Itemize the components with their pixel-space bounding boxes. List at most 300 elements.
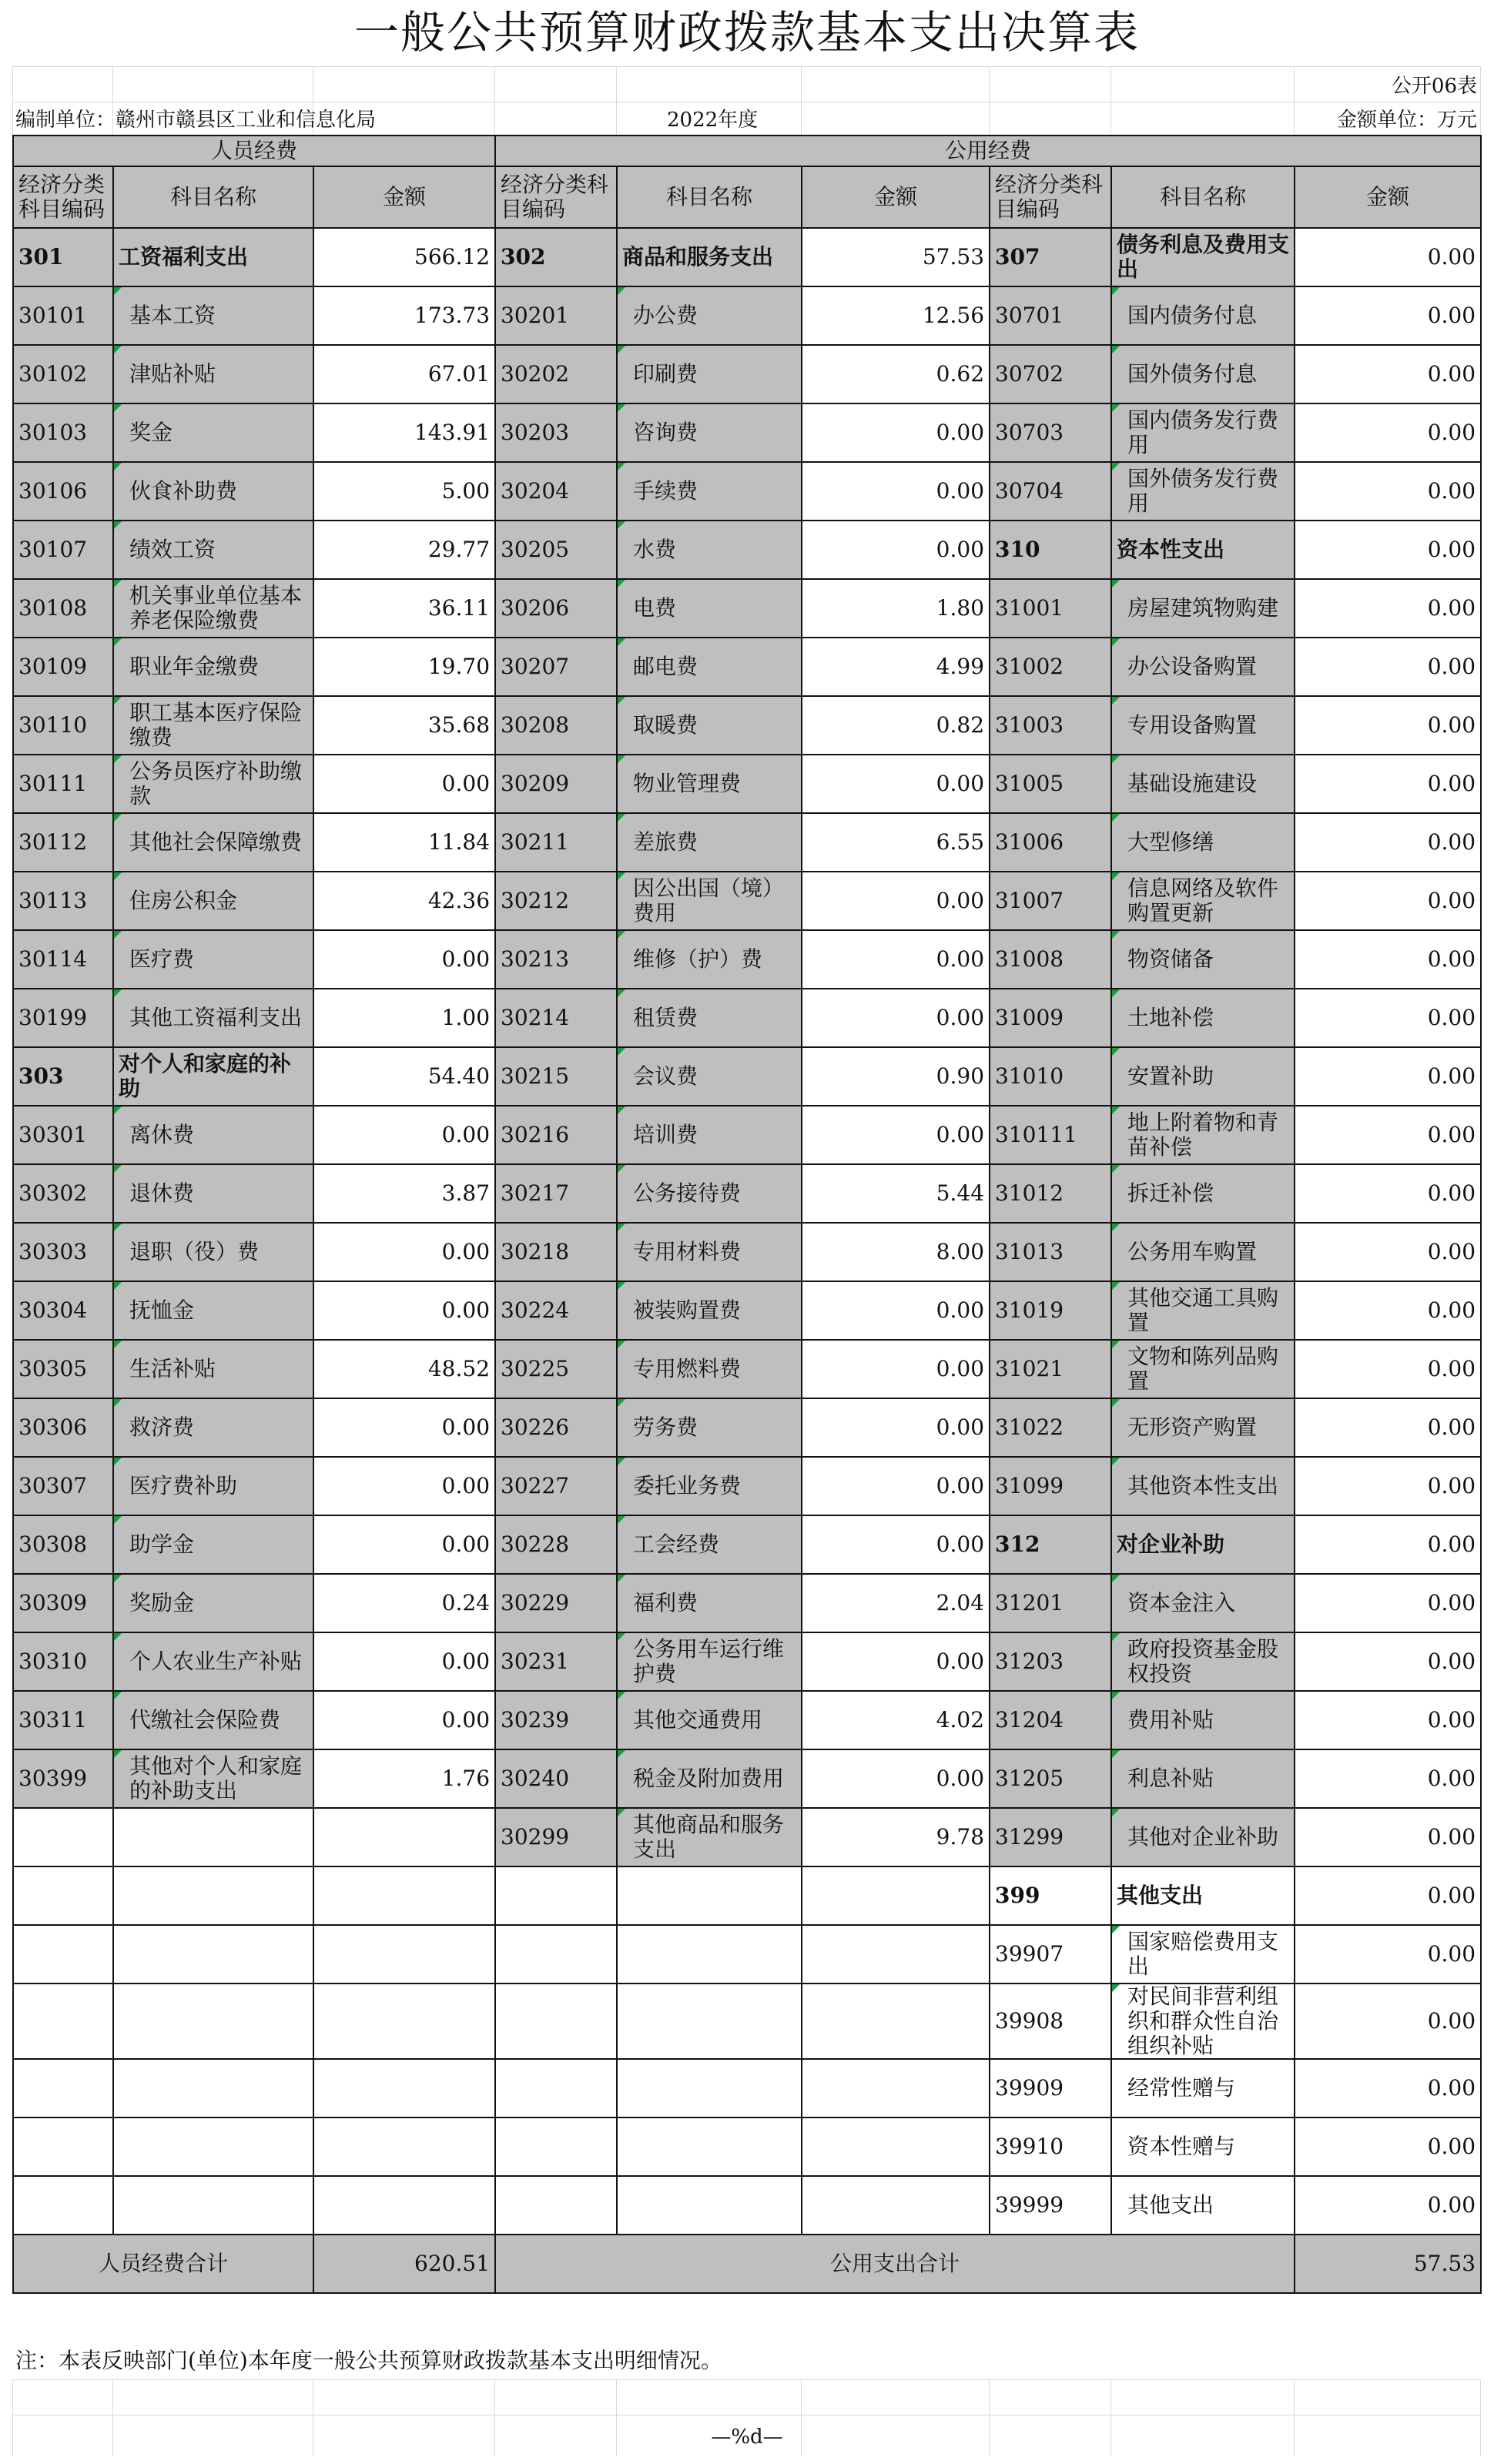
item-name-cell: 其他资本性支出 [1111,1457,1295,1515]
item-name-cell [113,1984,313,2059]
item-name-cell: 因公出国（境）费用 [617,872,802,930]
item-name-cell: 其他交通工具购置 [1111,1281,1295,1340]
gridline [616,66,617,136]
table-row [13,638,1481,696]
amount-cell: 2.04 [802,1574,990,1632]
economic-code-cell: 312 [990,1515,1111,1574]
item-name-cell [113,2118,313,2176]
table-row [13,2118,1481,2176]
item-name-cell: 离休费 [113,1106,313,1164]
economic-code-cell [13,1984,113,2059]
item-name-cell: 土地补偿 [1111,989,1295,1047]
item-name-cell: 国内债务付息 [1111,286,1295,345]
table-row [13,930,1481,989]
economic-code-cell: 30303 [13,1223,113,1281]
economic-code-cell: 30110 [13,696,113,755]
table-row [13,1457,1481,1515]
economic-code-cell: 31019 [990,1281,1111,1340]
economic-code-cell: 31021 [990,1340,1111,1398]
amount-cell: 0.00 [1295,1340,1481,1398]
amount-cell: 0.00 [802,521,990,579]
gridline [12,2379,1480,2380]
amount-cell: 0.00 [802,1398,990,1457]
item-name-cell: 对个人和家庭的补助 [113,1047,313,1106]
amount-cell: 36.11 [313,579,495,638]
economic-code-cell: 30216 [495,1106,617,1164]
amount-cell: 0.00 [1295,755,1481,813]
item-name-cell: 委托业务费 [617,1457,802,1515]
economic-code-cell: 30310 [13,1632,113,1691]
economic-code-cell: 302 [495,228,617,286]
economic-code-cell: 31001 [990,579,1111,638]
amount-cell: 0.00 [802,1106,990,1164]
economic-code-cell [495,1925,617,1984]
economic-code-cell: 30307 [13,1457,113,1515]
amount-cell: 0.62 [802,345,990,403]
amount-cell: 0.00 [1295,1398,1481,1457]
amount-cell: 0.00 [1295,1866,1481,1925]
amount-cell: 1.80 [802,579,990,638]
table-row [13,696,1481,755]
economic-code-cell: 30231 [495,1632,617,1691]
table-row [13,1984,1481,2059]
amount-cell [313,1925,495,1984]
amount-cell: 9.78 [802,1808,990,1866]
amount-cell: 0.00 [313,1515,495,1574]
amount-cell: 0.00 [1295,462,1481,521]
amount-cell: 0.00 [1295,989,1481,1047]
item-name-cell: 个人农业生产补贴 [113,1632,313,1691]
economic-code-cell: 31203 [990,1632,1111,1691]
item-name-cell: 物资储备 [1111,930,1295,989]
item-name-cell: 工资福利支出 [113,228,313,286]
item-name-cell: 租赁费 [617,989,802,1047]
economic-code-cell: 30299 [495,1808,617,1866]
table-row [13,1574,1481,1632]
amount-cell: 0.00 [802,755,990,813]
amount-cell: 0.00 [1295,1457,1481,1515]
amount-cell: 35.68 [313,696,495,755]
amount-cell: 0.00 [1295,2059,1481,2118]
group-personnel: 人员经费 [13,136,495,166]
table-row [13,872,1481,930]
economic-code-cell: 30205 [495,521,617,579]
amount-cell: 4.99 [802,638,990,696]
item-name-cell: 生活补贴 [113,1340,313,1398]
item-name-cell: 福利费 [617,1574,802,1632]
amount-cell: 0.00 [1295,1691,1481,1749]
amount-cell: 0.00 [1295,579,1481,638]
economic-code-cell: 31003 [990,696,1111,755]
amount-cell: 0.00 [1295,930,1481,989]
item-name-cell: 对民间非营利组织和群众性自治组织补贴 [1111,1984,1295,2059]
amount-cell [313,2118,495,2176]
item-name-cell: 国家赔偿费用支出 [1111,1925,1295,1984]
table-row [13,1340,1481,1398]
amount-cell: 0.00 [313,1223,495,1281]
table-row [13,1398,1481,1457]
table-row [13,345,1481,403]
item-name-cell: 抚恤金 [113,1281,313,1340]
item-name-cell: 资本性支出 [1111,521,1295,579]
economic-code-cell: 30301 [13,1106,113,1164]
amount-cell: 0.00 [1295,1223,1481,1281]
amount-cell: 0.82 [802,696,990,755]
amount-cell [313,2176,495,2235]
item-name-cell: 安置补助 [1111,1047,1295,1106]
economic-code-cell: 39910 [990,2118,1111,2176]
amount-cell: 0.00 [313,1398,495,1457]
economic-code-cell: 30239 [495,1691,617,1749]
col-header-amount: 金额 [802,166,990,228]
economic-code-cell [495,1866,617,1925]
amount-cell: 0.00 [802,1515,990,1574]
economic-code-cell [495,2176,617,2235]
table-row [13,2176,1481,2235]
gridline [1480,66,1481,136]
amount-cell: 0.00 [802,1457,990,1515]
item-name-cell: 其他对个人和家庭的补助支出 [113,1749,313,1808]
table-row [13,2059,1481,2118]
item-name-cell: 劳务费 [617,1398,802,1457]
col-header-code: 经济分类科目编码 [13,166,113,228]
amount-cell [802,1984,990,2059]
economic-code-cell: 30103 [13,403,113,462]
item-name-cell: 信息网络及软件购置更新 [1111,872,1295,930]
economic-code-cell: 31007 [990,872,1111,930]
amount-cell: 0.00 [1295,813,1481,872]
economic-code-cell: 30207 [495,638,617,696]
item-name-cell: 津贴补贴 [113,345,313,403]
gridline [1294,66,1295,136]
item-name-cell: 住房公积金 [113,872,313,930]
economic-code-cell: 30112 [13,813,113,872]
table-row [13,989,1481,1047]
item-name-cell: 取暖费 [617,696,802,755]
amount-cell: 0.00 [1295,1106,1481,1164]
economic-code-cell [13,1866,113,1925]
economic-code-cell: 30302 [13,1164,113,1223]
amount-cell: 1.76 [313,1749,495,1808]
footnote: 注：本表反映部门(单位)本年度一般公共预算财政拨款基本支出明细情况。 [15,2348,722,2373]
table-row [13,1866,1481,1925]
amount-cell: 0.00 [1295,2118,1481,2176]
table-row [13,521,1481,579]
amount-cell: 0.00 [313,1281,495,1340]
amount-cell: 0.00 [802,462,990,521]
amount-cell: 29.77 [313,521,495,579]
amount-cell: 0.00 [802,930,990,989]
table-row [13,1281,1481,1340]
item-name-cell: 其他商品和服务支出 [617,1808,802,1866]
item-name-cell: 会议费 [617,1047,802,1106]
form-code: 公开06表 [1391,75,1477,98]
item-name-cell: 费用补贴 [1111,1691,1295,1749]
economic-code-cell: 30702 [990,345,1111,403]
economic-code-cell: 31005 [990,755,1111,813]
economic-code-cell: 30224 [495,1281,617,1340]
economic-code-cell: 30102 [13,345,113,403]
item-name-cell: 国内债务发行费用 [1111,403,1295,462]
item-name-cell: 邮电费 [617,638,802,696]
economic-code-cell: 30225 [495,1340,617,1398]
item-name-cell: 手续费 [617,462,802,521]
amount-cell [802,1925,990,1984]
economic-code-cell: 39908 [990,1984,1111,2059]
item-name-cell: 奖励金 [113,1574,313,1632]
table-row [13,755,1481,813]
item-name-cell: 其他支出 [1111,2176,1295,2235]
item-name-cell: 医疗费 [113,930,313,989]
amount-cell: 0.00 [1295,872,1481,930]
economic-code-cell [13,2118,113,2176]
item-name-cell: 绩效工资 [113,521,313,579]
item-name-cell: 政府投资基金股权投资 [1111,1632,1295,1691]
item-name-cell: 利息补贴 [1111,1749,1295,1808]
item-name-cell: 医疗费补助 [113,1457,313,1515]
economic-code-cell: 30109 [13,638,113,696]
amount-cell: 0.00 [313,930,495,989]
amount-cell: 0.00 [313,1632,495,1691]
amount-cell: 0.00 [1295,1515,1481,1574]
item-name-cell: 专用材料费 [617,1223,802,1281]
amount-cell: 0.00 [313,755,495,813]
amount-cell: 0.00 [313,1691,495,1749]
economic-code-cell: 399 [990,1866,1111,1925]
amount-cell: 0.00 [802,872,990,930]
item-name-cell [617,1925,802,1984]
economic-code-cell: 31012 [990,1164,1111,1223]
item-name-cell: 退休费 [113,1164,313,1223]
amount-cell [802,2059,990,2118]
item-name-cell: 资本性赠与 [1111,2118,1295,2176]
item-name-cell: 职工基本医疗保险缴费 [113,696,313,755]
item-name-cell: 无形资产购置 [1111,1398,1295,1457]
table-row [13,1223,1481,1281]
economic-code-cell: 31008 [990,930,1111,989]
amount-cell: 0.00 [1295,403,1481,462]
amount-cell: 0.00 [1295,1281,1481,1340]
economic-code-cell [13,2176,113,2235]
economic-code-cell: 39907 [990,1925,1111,1984]
economic-code-cell [13,1925,113,1984]
item-name-cell: 伙食补助费 [113,462,313,521]
table-row [13,1632,1481,1691]
economic-code-cell: 303 [13,1047,113,1106]
item-name-cell: 国外债务发行费用 [1111,462,1295,521]
economic-code-cell: 30227 [495,1457,617,1515]
table-row [13,1164,1481,1223]
item-name-cell: 物业管理费 [617,755,802,813]
amount-cell [313,1808,495,1866]
item-name-cell: 国外债务付息 [1111,345,1295,403]
amount-cell: 12.56 [802,286,990,345]
economic-code-cell: 30228 [495,1515,617,1574]
economic-code-cell: 39909 [990,2059,1111,2118]
amount-cell [313,2059,495,2118]
col-header-code: 经济分类科目编码 [495,166,617,228]
amount-cell [313,1866,495,1925]
item-name-cell: 其他工资福利支出 [113,989,313,1047]
expenditure-table [12,135,1482,2294]
economic-code-cell: 30202 [495,345,617,403]
economic-code-cell: 30213 [495,930,617,989]
amount-cell: 0.00 [313,1457,495,1515]
amount-cell: 566.12 [313,228,495,286]
economic-code-cell: 30113 [13,872,113,930]
economic-code-cell: 30701 [990,286,1111,345]
economic-code-cell: 30201 [495,286,617,345]
amount-cell: 6.55 [802,813,990,872]
economic-code-cell: 31009 [990,989,1111,1047]
item-name-cell: 经常性赠与 [1111,2059,1295,2118]
item-name-cell [113,2176,313,2235]
economic-code-cell [13,1808,113,1866]
item-name-cell [113,1925,313,1984]
amount-cell: 0.00 [1295,1925,1481,1984]
economic-code-cell: 30240 [495,1749,617,1808]
item-name-cell: 差旅费 [617,813,802,872]
amount-cell: 19.70 [313,638,495,696]
item-name-cell [113,1866,313,1925]
item-name-cell: 债务利息及费用支出 [1111,228,1295,286]
amount-cell: 11.84 [313,813,495,872]
economic-code-cell: 30308 [13,1515,113,1574]
economic-code-cell: 31299 [990,1808,1111,1866]
economic-code-cell: 30114 [13,930,113,989]
gridline [1110,66,1111,136]
item-name-cell: 公务用车购置 [1111,1223,1295,1281]
amount-cell: 0.00 [802,1340,990,1398]
table-row [13,286,1481,345]
item-name-cell: 其他社会保障缴费 [113,813,313,872]
amount-cell: 0.24 [313,1574,495,1632]
item-name-cell: 专用设备购置 [1111,696,1295,755]
amount-cell: 0.00 [1295,1047,1481,1106]
item-name-cell: 公务员医疗补助缴款 [113,755,313,813]
economic-code-cell: 31013 [990,1223,1111,1281]
economic-code-cell: 39999 [990,2176,1111,2235]
economic-code-cell: 30214 [495,989,617,1047]
gridline [989,66,990,136]
item-name-cell: 被装购置费 [617,1281,802,1340]
col-header-amount: 金额 [1295,166,1481,228]
item-name-cell [617,1866,802,1925]
table-row [13,1691,1481,1749]
item-name-cell: 维修（护）费 [617,930,802,989]
economic-code-cell: 30209 [495,755,617,813]
gridline [494,66,495,136]
amount-cell: 143.91 [313,403,495,462]
economic-code-cell: 30108 [13,579,113,638]
economic-code-cell: 30107 [13,521,113,579]
col-header-amount: 金额 [313,166,495,228]
item-name-cell: 机关事业单位基本养老保险缴费 [113,579,313,638]
amount-cell: 5.44 [802,1164,990,1223]
economic-code-cell: 31010 [990,1047,1111,1106]
amount-cell [802,2176,990,2235]
amount-cell: 0.00 [1295,696,1481,755]
personnel-total-label: 人员经费合计 [13,2235,313,2293]
item-name-cell: 救济费 [113,1398,313,1457]
item-name-cell: 对企业补助 [1111,1515,1295,1574]
page-title: 一般公共预算财政拨款基本支出决算表 [353,6,1140,59]
group-public: 公用经费 [495,136,1481,166]
economic-code-cell: 30309 [13,1574,113,1632]
economic-code-cell: 30215 [495,1047,617,1106]
amount-cell: 0.00 [1295,286,1481,345]
amount-cell: 0.00 [1295,228,1481,286]
amount-cell: 48.52 [313,1340,495,1398]
totals-row [13,2235,1481,2293]
amount-cell [313,1984,495,2059]
economic-code-cell: 30206 [495,579,617,638]
item-name-cell [617,2059,802,2118]
col-header-name: 科目名称 [1111,166,1295,228]
item-name-cell [113,2059,313,2118]
public-total-amount: 57.53 [1295,2235,1481,2293]
economic-code-cell: 31002 [990,638,1111,696]
economic-code-cell: 310 [990,521,1111,579]
personnel-total-amount: 620.51 [313,2235,495,2293]
item-name-cell: 奖金 [113,403,313,462]
amount-cell: 0.00 [1295,1632,1481,1691]
item-name-cell: 基本工资 [113,286,313,345]
economic-code-cell: 310111 [990,1106,1111,1164]
item-name-cell: 水费 [617,521,802,579]
amount-cell [802,2118,990,2176]
economic-code-cell: 30101 [13,286,113,345]
item-name-cell: 基础设施建设 [1111,755,1295,813]
col-header-name: 科目名称 [617,166,802,228]
item-name-cell: 公务接待费 [617,1164,802,1223]
public-total-label: 公用支出合计 [495,2235,1295,2293]
economic-code-cell: 30204 [495,462,617,521]
economic-code-cell: 30703 [990,403,1111,462]
economic-code-cell: 30218 [495,1223,617,1281]
economic-code-cell: 31022 [990,1398,1111,1457]
economic-code-cell: 30304 [13,1281,113,1340]
amount-cell: 0.00 [1295,1749,1481,1808]
economic-code-cell: 31006 [990,813,1111,872]
economic-code-cell: 30306 [13,1398,113,1457]
item-name-cell: 大型修缮 [1111,813,1295,872]
gridline [801,66,802,136]
gridline [12,66,13,136]
amount-cell: 57.53 [802,228,990,286]
economic-code-cell: 307 [990,228,1111,286]
item-name-cell: 工会经费 [617,1515,802,1574]
item-name-cell: 公务用车运行维护费 [617,1632,802,1691]
item-name-cell: 电费 [617,579,802,638]
amount-cell: 0.00 [802,989,990,1047]
economic-code-cell: 30111 [13,755,113,813]
item-name-cell: 印刷费 [617,345,802,403]
economic-code-cell: 301 [13,228,113,286]
item-name-cell: 其他对企业补助 [1111,1808,1295,1866]
economic-code-cell: 30704 [990,462,1111,521]
amount-cell: 0.00 [1295,2176,1481,2235]
item-name-cell [617,2118,802,2176]
amount-cell [802,1866,990,1925]
amount-unit: 金额单位：万元 [1336,109,1477,132]
page-number: —%d— [711,2426,783,2449]
table-row [13,1047,1481,1106]
amount-cell: 3.87 [313,1164,495,1223]
amount-cell: 42.36 [313,872,495,930]
economic-code-cell: 31205 [990,1749,1111,1808]
column-header-row [13,166,1481,228]
